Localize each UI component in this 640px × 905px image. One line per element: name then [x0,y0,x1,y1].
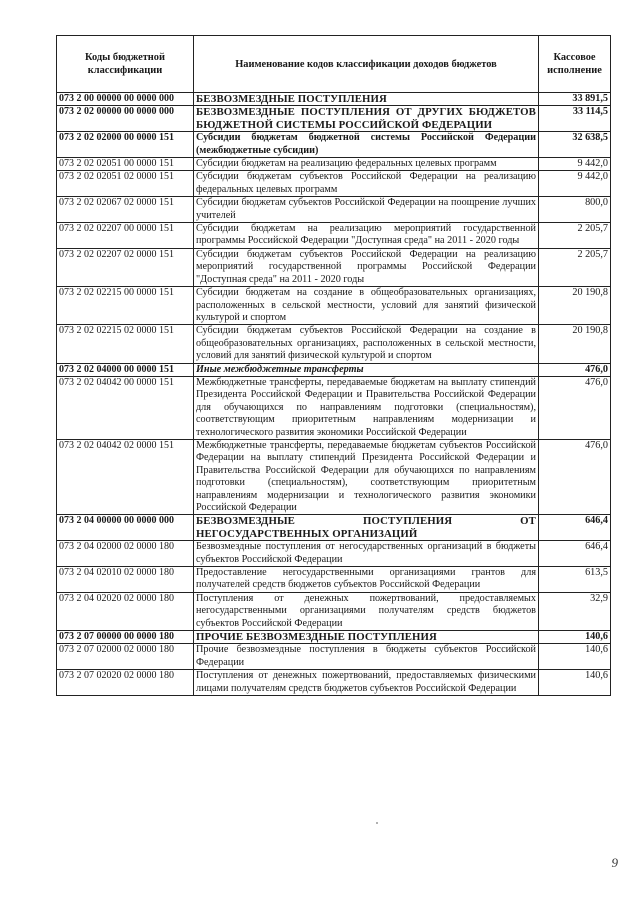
amount-cell: 140,6 [539,670,611,696]
amount-cell: 646,4 [539,515,611,541]
revenue-name-cell: Субсидии бюджетам субъектов Российской Федерации на поощрение лучших учителей [194,197,539,223]
table-row [57,363,611,376]
header-codes: Коды бюджетной классификации [57,36,194,93]
scan-speck [376,822,378,824]
revenue-name-cell: Безвозмездные поступления от негосударственных организаций в бюджеты субъектов Российской Федерации [194,541,539,567]
amount-cell: 613,5 [539,567,611,593]
budget-code-cell: 073 2 02 02000 00 0000 151 [57,132,194,158]
amount-cell: 476,0 [539,363,611,376]
table-row [57,248,611,286]
revenue-name-cell: Субсидии бюджетам на реализацию федеральных целевых программ [194,158,539,171]
revenue-name-cell: Субсидии бюджетам субъектов Российской Федерации на реализацию мероприятий государственной программы Российской Федерации "Доступная среда" на 2011 - 2020 годы [194,248,539,286]
table-row [57,376,611,439]
table-row [57,515,611,541]
table-row [57,592,611,630]
table-row [57,106,611,132]
table-body [57,93,611,696]
table-row [57,93,611,106]
table-row [57,132,611,158]
amount-cell: 33 114,5 [539,106,611,132]
revenue-name-cell: Межбюджетные трансферты, передаваемые бюджетам субъектов Российской Федерации на выплату стипендий Президента Российской Федерации и Правительства Российской Федерации для обучающихся по направлениям подготовки (специальностям), соответствующим приоритетным направлениям модернизации и технологического развития экономики Российской Федерации [194,439,539,514]
table-row [57,171,611,197]
revenue-name-cell: Поступления от денежных пожертвований, предоставляемых негосударственными организациями получателям средств бюджетов субъектов Российской Федерации [194,592,539,630]
table-row [57,644,611,670]
revenue-name-cell: Межбюджетные трансферты, передаваемые бюджетам на выплату стипендий Президента Российской Федерации и Правительства Российской Федерации для обучающихся по направлениям подготовки (специальностям), соответствующим приоритетным направлениям модернизации и технологического развития экономики Российской Федерации [194,376,539,439]
amount-cell: 9 442,0 [539,158,611,171]
budget-code-cell: 073 2 00 00000 00 0000 000 [57,93,194,106]
budget-code-cell: 073 2 02 02215 00 0000 151 [57,287,194,325]
revenue-name-cell: БЕЗВОЗМЕЗДНЫЕ ПОСТУПЛЕНИЯ [194,93,539,106]
revenue-name-cell: ПРОЧИЕ БЕЗВОЗМЕЗДНЫЕ ПОСТУПЛЕНИЯ [194,631,539,644]
budget-code-cell: 073 2 02 02207 00 0000 151 [57,223,194,249]
revenue-name-cell: Предоставление негосударственными организациями грантов для получателей средств бюджетов субъектов Российской Федерации [194,567,539,593]
table-row [57,670,611,696]
budget-code-cell: 073 2 04 02020 02 0000 180 [57,592,194,630]
budget-code-cell: 073 2 02 02051 02 0000 151 [57,171,194,197]
budget-code-cell: 073 2 02 02215 02 0000 151 [57,325,194,363]
page-number: 9 [611,855,618,870]
amount-cell: 20 190,8 [539,287,611,325]
budget-code-cell: 073 2 02 04042 00 0000 151 [57,376,194,439]
budget-code-cell: 073 2 04 00000 00 0000 000 [57,515,194,541]
revenue-name-cell: Субсидии бюджетам бюджетной системы Российской Федерации (межбюджетные субсидии) [194,132,539,158]
budget-code-cell: 073 2 02 00000 00 0000 000 [57,106,194,132]
revenue-name-cell: Субсидии бюджетам на создание в общеобразовательных организациях, расположенных в сельской местности, условий для занятий физической культурой и спортом [194,287,539,325]
budget-code-cell: 073 2 07 02000 02 0000 180 [57,644,194,670]
table-row [57,325,611,363]
revenue-name-cell: Иные межбюджетные трансферты [194,363,539,376]
table-row [57,439,611,514]
table-row [57,631,611,644]
amount-cell: 800,0 [539,197,611,223]
budget-code-cell: 073 2 07 02020 02 0000 180 [57,670,194,696]
budget-code-cell: 073 2 02 02207 02 0000 151 [57,248,194,286]
revenue-name-cell: Субсидии бюджетам на реализацию мероприятий государственной программы Российской Федерации "Доступная среда" на 2011 - 2020 годы [194,223,539,249]
amount-cell: 140,6 [539,644,611,670]
amount-cell: 2 205,7 [539,248,611,286]
amount-cell: 32 638,5 [539,132,611,158]
amount-cell: 33 891,5 [539,93,611,106]
budget-code-cell: 073 2 04 02010 02 0000 180 [57,567,194,593]
header-name: Наименование кодов классификации доходов бюджетов [194,36,539,93]
budget-code-cell: 073 2 04 02000 02 0000 180 [57,541,194,567]
budget-code-cell: 073 2 02 02051 00 0000 151 [57,158,194,171]
header-amount: Кассовое исполнение [539,36,611,93]
revenue-name-cell: Субсидии бюджетам субъектов Российской Федерации на реализацию федеральных целевых программ [194,171,539,197]
budget-code-cell: 073 2 02 02067 02 0000 151 [57,197,194,223]
amount-cell: 32,9 [539,592,611,630]
amount-cell: 646,4 [539,541,611,567]
amount-cell: 2 205,7 [539,223,611,249]
budget-code-cell: 073 2 02 04000 00 0000 151 [57,363,194,376]
amount-cell: 9 442,0 [539,171,611,197]
amount-cell: 140,6 [539,631,611,644]
table-row [57,567,611,593]
amount-cell: 476,0 [539,439,611,514]
budget-revenue-table [56,35,611,696]
table-row [57,158,611,171]
table-row [57,287,611,325]
budget-code-cell: 073 2 07 00000 00 0000 180 [57,631,194,644]
table-row [57,197,611,223]
revenue-name-cell: Прочие безвозмездные поступления в бюджеты субъектов Российской Федерации [194,644,539,670]
table-header-row [57,36,611,93]
revenue-name-cell: БЕЗВОЗМЕЗДНЫЕ ПОСТУПЛЕНИЯ ОТ НЕГОСУДАРСТВЕННЫХ ОРГАНИЗАЦИЙ [194,515,539,541]
amount-cell: 20 190,8 [539,325,611,363]
table-row [57,541,611,567]
budget-code-cell: 073 2 02 04042 02 0000 151 [57,439,194,514]
table-row [57,223,611,249]
amount-cell: 476,0 [539,376,611,439]
revenue-name-cell: Субсидии бюджетам субъектов Российской Федерации на создание в общеобразовательных организациях, расположенных в сельской местности, условий для занятий физической культурой и спортом [194,325,539,363]
revenue-name-cell: Поступления от денежных пожертвований, предоставляемых физическими лицами получателям средств бюджетов субъектов Российской Федерации [194,670,539,696]
revenue-name-cell: БЕЗВОЗМЕЗДНЫЕ ПОСТУПЛЕНИЯ ОТ ДРУГИХ БЮДЖЕТОВ БЮДЖЕТНОЙ СИСТЕМЫ РОССИЙСКОЙ ФЕДЕРАЦИИ [194,106,539,132]
